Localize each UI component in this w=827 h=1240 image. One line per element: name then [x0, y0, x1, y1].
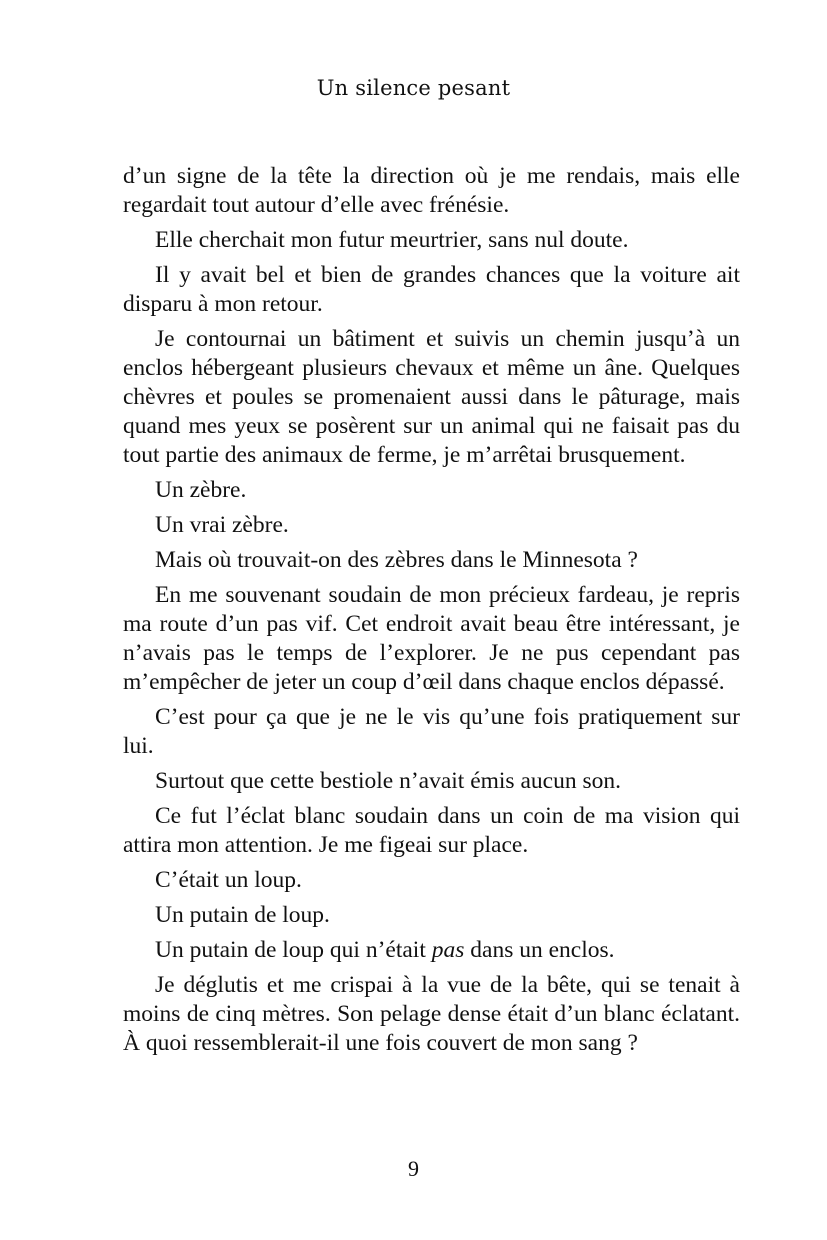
paragraph: C’était un loup.: [155, 867, 302, 893]
paragraph: Il y avait bel et bien de grandes chances que la voiture ait disparu à mon retour.: [123, 262, 740, 317]
paragraph: Elle cherchait mon futur meurtrier, sans nul doute.: [155, 227, 629, 253]
emphasis-text: pas: [431, 937, 465, 963]
paragraph: Un putain de loup.: [155, 902, 330, 928]
paragraph: C’est pour ça que je ne le vis qu’une fois pratiquement sur lui.: [123, 704, 740, 759]
paragraph: Je déglutis et me crispai à la vue de la bête, qui se tenait à moins de cinq mètres. Son pelage dense était d’un blanc éclatant. À quoi ressemblerait-il une fois couvert de mon sang ?: [123, 972, 740, 1056]
paragraph: Un vrai zèbre.: [155, 512, 289, 538]
text-run: dans un enclos.: [464, 937, 615, 963]
text-run: Un putain de loup qui n’était: [155, 937, 432, 963]
body-text: [123, 162, 740, 1064]
paragraph: En me souvenant soudain de mon précieux fardeau, je repris ma route d’un pas vif. Cet endroit avait beau être intéressant, je n’avais pas le temps de l’explorer. Je ne pus cependant pas m’empêcher de jeter un coup d’œil dans chaque enclos dépassé.: [123, 582, 740, 695]
paragraph: Ce fut l’éclat blanc soudain dans un coin de ma vision qui attira mon attention. Je me figeai sur place.: [123, 803, 740, 858]
paragraph: Surtout que cette bestiole n’avait émis aucun son.: [155, 768, 621, 794]
page-number: 9: [408, 1156, 419, 1181]
paragraph: d’un signe de la tête la direction où je me rendais, mais elle regardait tout autour d’elle avec frénésie.: [123, 163, 740, 218]
paragraph: Mais où trouvait-on des zèbres dans le Minnesota ?: [155, 547, 638, 573]
paragraph: Je contournai un bâtiment et suivis un chemin jusqu’à un enclos hébergeant plusieurs chevaux et même un âne. Quelques chèvres et poules se promenaient aussi dans le pâturage, mais quand mes yeux se posèrent sur un animal qui ne faisait pas du tout partie des animaux de ferme, je m’arrêtai brusquement.: [123, 326, 740, 468]
paragraph: Un zèbre.: [155, 477, 247, 503]
paragraph-with-emphasis: [123, 936, 740, 965]
running-header: Un silence pesant: [316, 76, 511, 100]
